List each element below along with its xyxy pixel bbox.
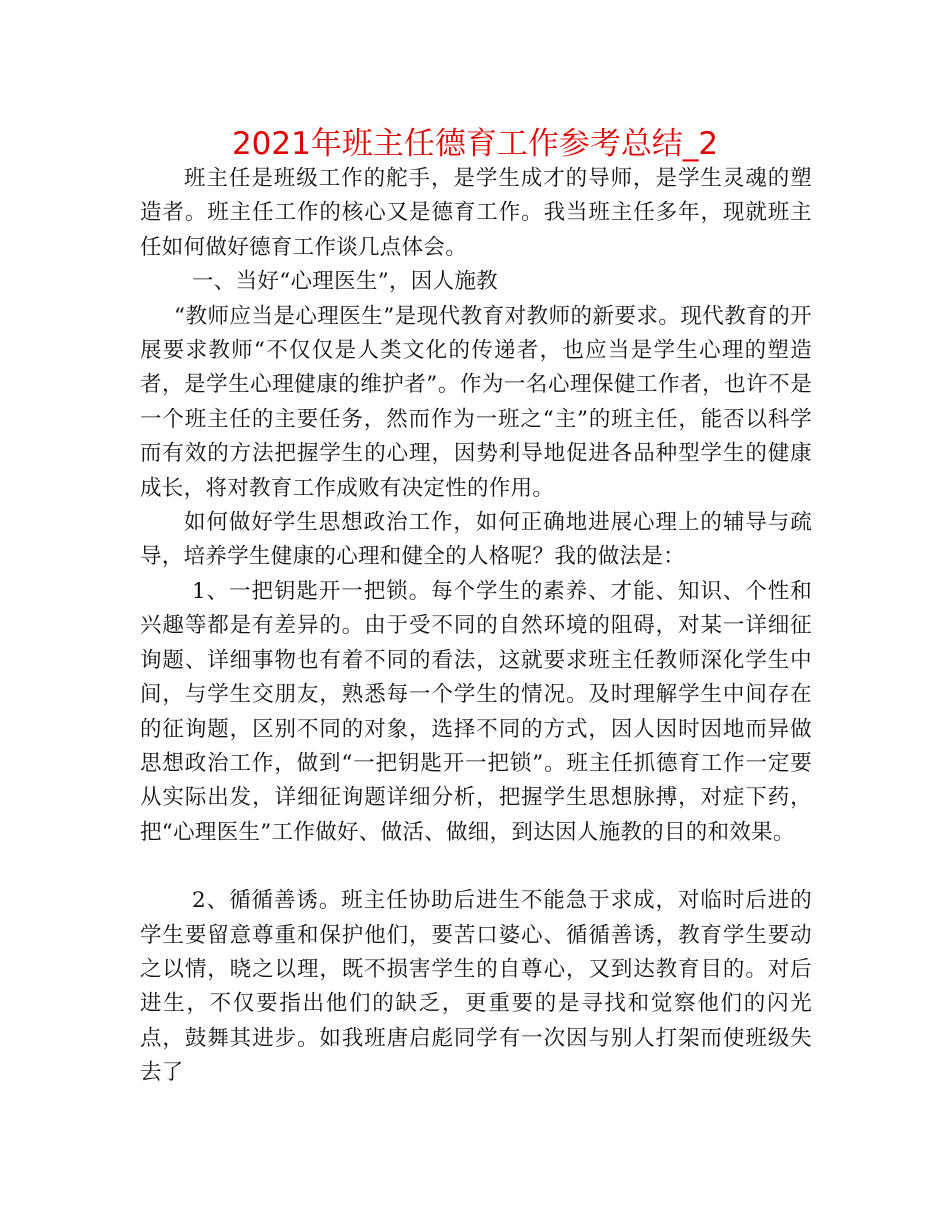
paragraph-point-1: 1、一把钥匙开一把锁。每个学生的素养、才能、知识、个性和兴趣等都是有差异的。由于受不同的自然环境的阻碍，对某一详细征询题、详细事物也有着不同的看法，这就要求班主任教师深化学生中间，与学生交朋友，熟悉每一个学生的情况。及时理解学生中间存在的征询题，区别不同的对象，选择不同的方式，因人因时因地而异做思想政治工作，做到“一把钥匙开一把锁”。班主任抓德育工作一定要从实际出发，详细征询题详细分析，把握学生思想脉搏，对症下药，把“心理医生”工作做好、做活、做细，到达因人施教的目的和效果。 <box>140 578 812 845</box>
paragraph-gap <box>140 850 812 884</box>
paragraph-point-2: 2、循循善诱。班主任协助后进生不能急于求成，对临时后进的学生要留意尊重和保护他们，要苦口婆心、循循善诱，教育学生要动之以情，晓之以理，既不损害学生的自尊心，又到达教育目的。对后进生，不仅要指出他们的缺乏，更重要的是寻找和觉察他们的闪光点，鼓舞其进步。如我班唐启彪同学有一次因与别人打架而使班级失去了 <box>140 888 812 1086</box>
paragraph-psychology-doctor: “教师应当是心理医生”是现代教育对教师的新要求。现代教育的开展要求教师“不仅仅是人类文化的传递者，也应当是学生心理的塑造者，是学生心理健康的维护者”。作为一名心理保健工作者，也许不是一个班主任的主要任务，然而作为一班之“主”的班主任，能否以科学而有效的方法把握学生的心理，因势利导地促进各品种型学生的健康成长，将对教育工作成败有决定性的作用。 <box>140 303 812 501</box>
document-title: 2021年班主任德育工作参考总结_2 <box>231 126 719 162</box>
paragraph-how-to: 如何做好学生思想政治工作，如何正确地进展心理上的辅导与疏导，培养学生健康的心理和健全的人格呢？我的做法是： <box>140 510 812 570</box>
document-body <box>140 162 812 1091</box>
paragraph-intro: 班主任是班级工作的舵手，是学生成才的导师，是学生灵魂的塑造者。班主任工作的核心又是德育工作。我当班主任多年，现就班主任如何做好德育工作谈几点体会。 <box>140 166 812 260</box>
section-heading-1: 一、当好“心理医生”，因人施教 <box>192 269 498 295</box>
